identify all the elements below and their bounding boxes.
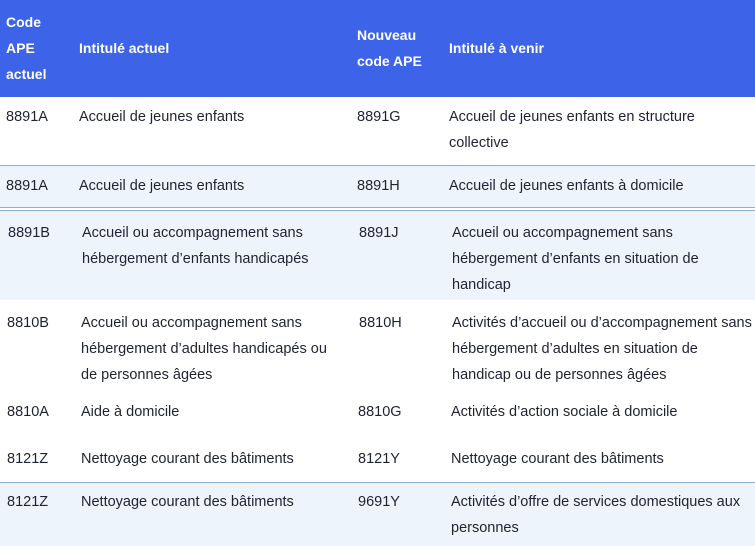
table-row bbox=[0, 210, 755, 300]
table-row bbox=[0, 393, 755, 440]
cell-intitule-actuel: Accueil ou accompagnement sans hébergement d’adultes handicapés ou de personnes âgées bbox=[81, 315, 327, 383]
header-code-actuel: Code APE actuel bbox=[6, 14, 47, 82]
cell-intitule-a-venir: Activités d’accueil ou d’accompagnement sans hébergement d’adultes en situation de handicap ou de personnes âgées bbox=[452, 315, 752, 383]
table-row bbox=[0, 299, 755, 393]
cell-intitule-a-venir: Accueil ou accompagnement sans hébergement d’enfants en situation de handicap bbox=[452, 225, 699, 293]
cell-nouveau-code: 8891J bbox=[359, 225, 399, 241]
cell-code-actuel: 8121Z bbox=[7, 494, 49, 510]
table-header bbox=[0, 0, 755, 97]
cell-code-actuel: 8891B bbox=[8, 225, 50, 241]
header-intitule-actuel: Intitulé actuel bbox=[79, 40, 170, 56]
cell-intitule-a-venir: Accueil de jeunes enfants à domicile bbox=[449, 178, 684, 194]
cell-code-actuel: 8121Z bbox=[7, 451, 49, 467]
cell-intitule-actuel: Nettoyage courant des bâtiments bbox=[81, 494, 294, 510]
cell-intitule-actuel: Nettoyage courant des bâtiments bbox=[81, 451, 294, 467]
table-row bbox=[0, 440, 755, 483]
header-nouveau-code: Nouveau code APE bbox=[357, 27, 422, 69]
cell-code-actuel: 8891A bbox=[6, 109, 48, 125]
cell-intitule-actuel: Accueil de jeunes enfants bbox=[79, 178, 245, 194]
cell-intitule-a-venir: Activités d’action sociale à domicile bbox=[451, 404, 678, 420]
cell-code-actuel: 8810A bbox=[7, 404, 49, 420]
cell-intitule-a-venir: Nettoyage courant des bâtiments bbox=[451, 451, 664, 467]
header-intitule-a-venir: Intitulé à venir bbox=[449, 40, 544, 56]
cell-intitule-actuel: Accueil de jeunes enfants bbox=[79, 109, 245, 125]
cell-nouveau-code: 8810G bbox=[358, 404, 402, 420]
cell-nouveau-code: 8891H bbox=[357, 178, 400, 194]
cell-nouveau-code: 8810H bbox=[359, 315, 402, 331]
table-row bbox=[0, 166, 755, 208]
cell-nouveau-code: 8121Y bbox=[358, 451, 400, 467]
cell-code-actuel: 8891A bbox=[6, 178, 48, 194]
cell-intitule-actuel: Aide à domicile bbox=[81, 404, 180, 420]
cell-intitule-a-venir: Accueil de jeunes enfants en structure collective bbox=[449, 109, 695, 151]
cell-intitule-actuel: Accueil ou accompagnement sans hébergement d’enfants handicapés bbox=[82, 225, 309, 267]
cell-nouveau-code: 9691Y bbox=[358, 494, 400, 510]
cell-code-actuel: 8810B bbox=[7, 315, 49, 331]
table-row bbox=[0, 483, 755, 546]
cell-intitule-a-venir: Activités d’offre de services domestiques aux personnes bbox=[451, 494, 741, 536]
cell-nouveau-code: 8891G bbox=[357, 109, 401, 125]
table-row bbox=[0, 97, 755, 166]
